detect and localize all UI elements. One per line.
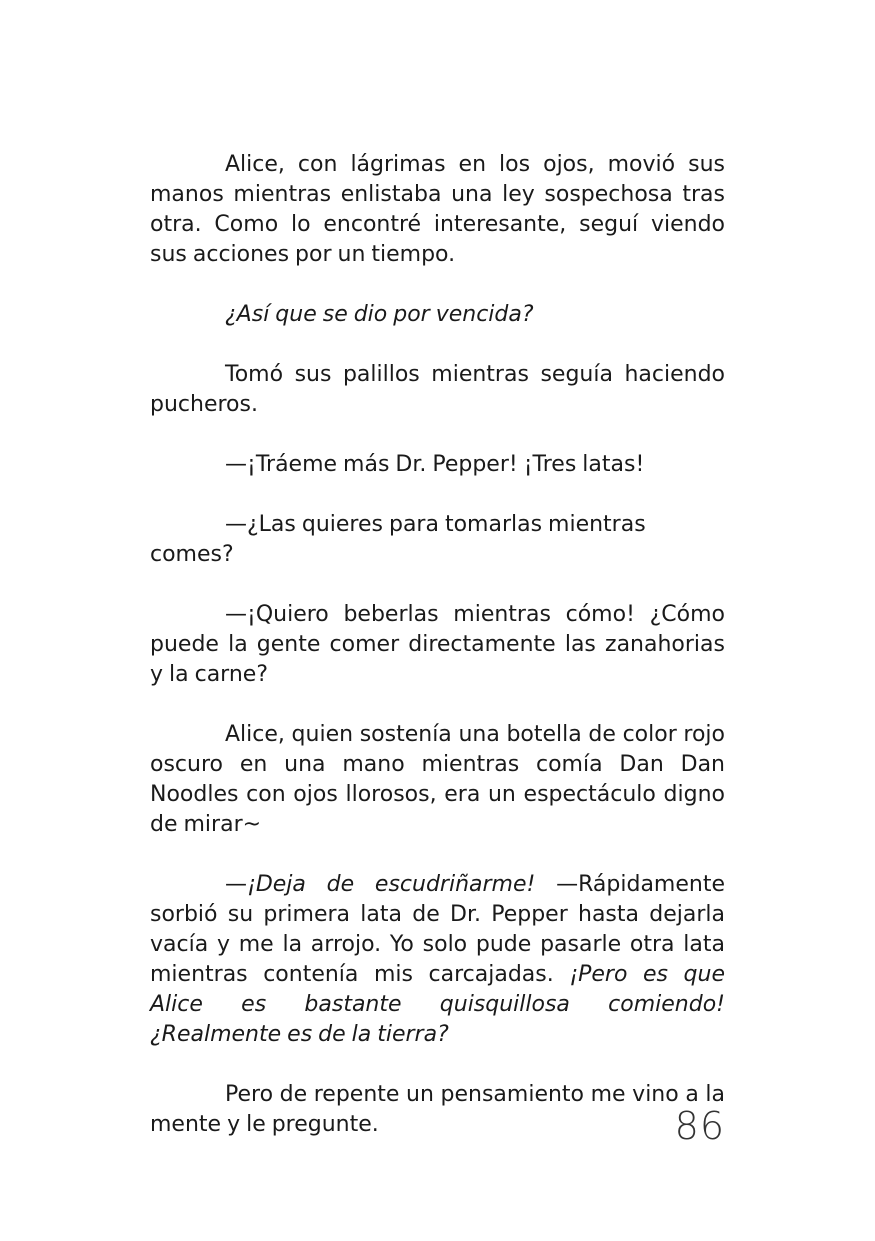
- paragraph-text: —: [225, 872, 247, 897]
- paragraph-text: —¿Las quieres para tomarlas mientras comes?: [150, 512, 646, 567]
- paragraph-4: [150, 450, 725, 480]
- paragraph-8: [150, 870, 725, 1050]
- paragraph-text: Alice, con lágrimas en los ojos, movió sus manos mientras enlistaba una ley sospechosa tras otra. Como lo encontré interesante, seguí viendo sus acciones por un tiempo.: [150, 152, 725, 267]
- body-text: [150, 150, 725, 1170]
- paragraph-text: Alice, quien sostenía una botella de color rojo oscuro en una mano mientras comía Dan Dan Noodles con ojos llorosos, era un espectáculo digno de mirar~: [150, 722, 725, 837]
- paragraph-text-italic: ¿Así que se dio por vencida?: [225, 302, 534, 327]
- paragraph-text: —¡Tráeme más Dr. Pepper! ¡Tres latas!: [225, 452, 645, 477]
- paragraph-text-italic: ¡Deja de escudriñarme!: [247, 872, 536, 897]
- paragraph-text: —¡Quiero beberlas mientras cómo! ¿Cómo puede la gente comer directamente las zanahorias y la carne?: [150, 602, 725, 687]
- paragraph-7: [150, 720, 725, 840]
- paragraph-5: [150, 510, 725, 570]
- paragraph-text: Tomó sus palillos mientras seguía haciendo pucheros.: [150, 362, 725, 417]
- page-number: 86: [674, 1104, 725, 1148]
- paragraph-6: [150, 600, 725, 690]
- paragraph-3: [150, 360, 725, 420]
- paragraph-text: Pero de repente un pensamiento me vino a la mente y le pregunte.: [150, 1082, 725, 1137]
- paragraph-text-italic: ¡Pero es que Alice es bastante quisquillosa comiendo! ¿Realmente es de la tierra?: [150, 962, 725, 1047]
- paragraph-text: —Rápidamente sorbió su primera lata de Dr. Pepper hasta dejarla vacía y me la arrojo. Yo solo pude pasarle otra lata mientras contenía mis carcajadas.: [150, 872, 725, 987]
- paragraph-9: [150, 1080, 725, 1140]
- paragraph-2: [150, 300, 725, 330]
- paragraph-1: [150, 150, 725, 270]
